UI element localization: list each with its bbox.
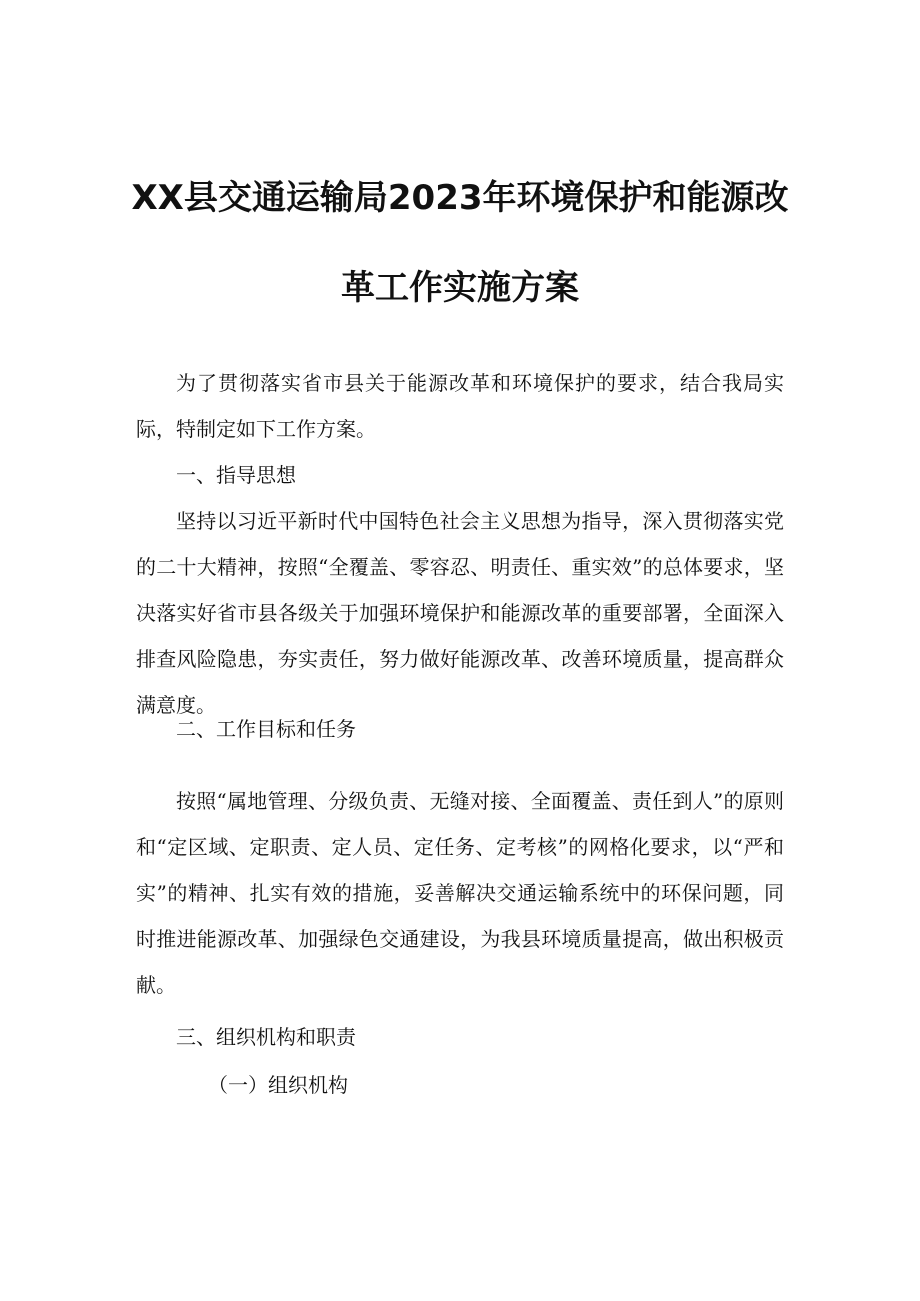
section-1-heading-block <box>136 452 784 498</box>
intro-paragraph: 为了贯彻落实省市县关于能源改革和环境保护的要求，结合我局实际，特制定如下工作方案。 <box>136 371 784 441</box>
section-2-heading-block <box>136 706 784 752</box>
section-1-paragraph: 坚持以习近平新时代中国特色社会主义思想为指导，深入贯彻落实党的二十大精神，按照“全覆盖、零容忍、明责任、重实效”的总体要求，坚决落实好省市县各级关于加强环境保护和能源改革的重要部署，全面深入排查风险隐患，夯实责任，努力做好能源改革、改善环境质量，提高群众满意度。 <box>136 509 784 717</box>
section-3-subheading: （一）组织机构 <box>208 1073 348 1097</box>
section-3-heading: 三、组织机构和职责 <box>176 1025 356 1049</box>
intro-paragraph-block <box>136 360 784 452</box>
document-title-line-1: XX县交通运输局2023年环境保护和能源改 <box>131 178 789 218</box>
section-1-heading: 一、指导思想 <box>176 463 296 487</box>
section-1-paragraph-block <box>136 498 784 728</box>
section-3-subheading-block <box>136 1062 784 1108</box>
section-2-paragraph: 按照“属地管理、分级负责、无缝对接、全面覆盖、责任到人”的原则和“定区域、定职责、定人员、定任务、定考核”的网格化要求，以“严和实”的精神、扎实有效的措施，妥善解决交通运输系统中的环保问题，同时推进能源改革、加强绿色交通建设，为我县环境质量提高，做出积极贡献。 <box>136 789 784 997</box>
section-3-heading-block <box>136 1014 784 1060</box>
section-2-paragraph-block <box>136 778 784 1008</box>
section-2-heading: 二、工作目标和任务 <box>176 717 356 741</box>
document-title-line-2: 革工作实施方案 <box>341 268 579 308</box>
